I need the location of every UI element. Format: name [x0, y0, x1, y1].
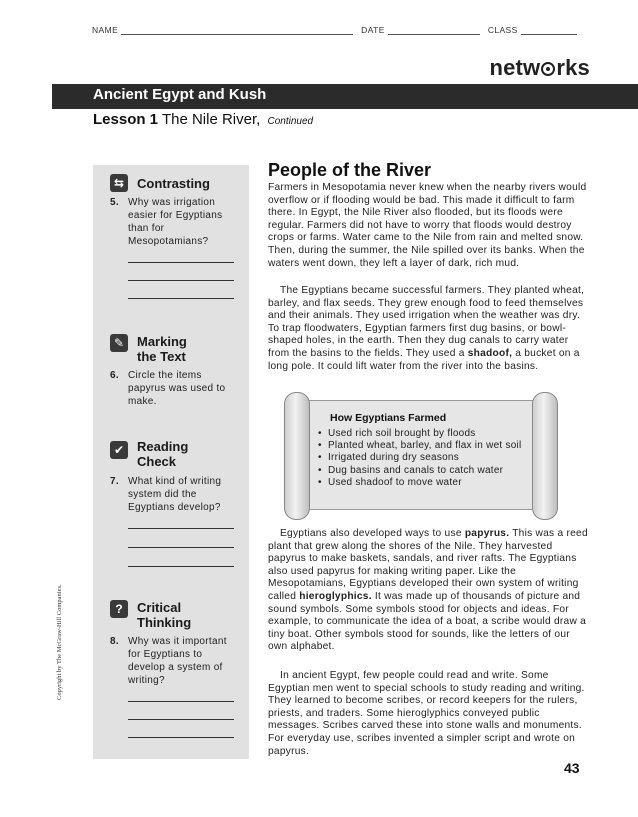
question-mark-icon: ? [110, 600, 128, 618]
scroll-title: How Egyptians Farmed [330, 412, 447, 424]
paragraph-1: Farmers in Mesopotamia never knew when the nearby rivers would overflow or if flooding would be bad. This made it difficult to farm there. In Egypt, the Nile River also flooded, but its floods were regular. Farmers did not have to worry that floods would destroy crops or farms. Water came to the Nile from rain and melted snow. Then, during the summer, the Nile spilled over its banks. When the waters went down, they left a layer of dark, rich mud. [268, 182, 587, 269]
paragraph-3: Egyptians also developed ways to use papyrus. This was a reed plant that grew along the shores of the Nile. They harvested papyrus to make baskets, sandals, and river rafts. The Egyptians also used papyrus for making writing paper. Like the Mesopotamians, Egyptians developed their own system of writing called hieroglyphics. It was made up of thousands of picture and sound symbols. Some symbols stood for objects and ideas. For example, to communicate the idea of a boat, a scribe would draw a tiny boat. Other symbols stood for sounds, like the letters of our own alphabet. [268, 528, 588, 653]
page-number: 43 [564, 760, 580, 776]
term-shadoof: shadoof, [467, 347, 513, 359]
lesson-title: Lesson 1 The Nile River, Continued [93, 111, 314, 128]
answer-line-7c[interactable] [128, 566, 234, 567]
answer-line-8c[interactable] [128, 737, 234, 738]
answer-line-7b[interactable] [128, 547, 234, 548]
list-item: • Used rich soil brought by floods [316, 428, 546, 440]
critical-thinking-title: Critical Thinking [137, 600, 192, 630]
paragraph-2: The Egyptians became successful farmers. They planted wheat, barley, and flax seeds. They grew enough food to feed themselves and their animals. They used irrigation when the weather was dry. To trap floodwaters, Egyptian farmers first dug basins, or bowl-shaped holes, in the earth. Then they dug canals to carry water from the basins to the fields. They used a shadoof, a bucket on a long pole. It could lift water from the river into the basins. [268, 285, 585, 372]
question-5: 5. Why was irrigation easier for Egyptians than for Mesopotamians? [110, 197, 223, 247]
paragraph-4: In ancient Egypt, few people could read and write. Some Egyptian men went to special schools to study reading and writing. They learned to become scribes, or record keepers for the rulers, priests, and traders. Some hieroglyphics conveyed public messages. Scribes carved these into stone walls and monuments. For everyday use, scribes invented a simpler script and wrote on papyrus. [268, 670, 585, 757]
checkmark-icon: ✔ [110, 441, 128, 459]
name-label: NAME [92, 25, 119, 35]
question-7: 7. What kind of writing system did the Egyptians develop? [110, 476, 222, 513]
farming-list [316, 428, 546, 489]
answer-line-7a[interactable] [128, 528, 234, 529]
class-label: CLASS [487, 25, 518, 35]
unit-title: Ancient Egypt and Kush [93, 86, 267, 103]
marking-title: Marking the Text [137, 334, 187, 364]
answer-line-8b[interactable] [128, 719, 234, 720]
section-heading: People of the River [268, 160, 432, 180]
date-label: DATE [361, 25, 385, 35]
answer-line-5a[interactable] [128, 262, 234, 263]
question-6: 6. Circle the items papyrus was used to make. [110, 370, 226, 407]
pencil-icon: ✎ [110, 334, 128, 352]
contrasting-icon: ⇆ [110, 174, 128, 192]
scroll-left-roll [284, 392, 310, 520]
answer-line-5c[interactable] [128, 298, 234, 299]
class-field[interactable] [521, 26, 577, 35]
question-8: 8. Why was it important for Egyptians to develop a system of writing? [110, 636, 227, 686]
term-papyrus: papyrus. [464, 528, 510, 539]
name-field[interactable] [121, 26, 353, 35]
reading-check-title: Reading Check [137, 439, 189, 469]
list-item: • Dug basins and canals to catch water [316, 465, 546, 477]
list-item: • Used shadoof to move water [316, 477, 546, 489]
copyright-notice: Copyright by The McGraw-Hill Companies. [56, 584, 63, 700]
answer-line-5b[interactable] [128, 280, 234, 281]
list-item: • Irrigated during dry seasons [316, 452, 546, 464]
networks-logo: netw rks [489, 55, 590, 80]
student-info-header [92, 25, 592, 35]
list-item: • Planted wheat, barley, and flax in wet soil [316, 440, 546, 452]
globe-icon [541, 62, 555, 76]
term-hieroglyphics: hieroglyphics. [299, 590, 372, 602]
contrasting-title: Contrasting [137, 176, 210, 191]
answer-line-8a[interactable] [128, 701, 234, 702]
date-field[interactable] [388, 26, 480, 35]
